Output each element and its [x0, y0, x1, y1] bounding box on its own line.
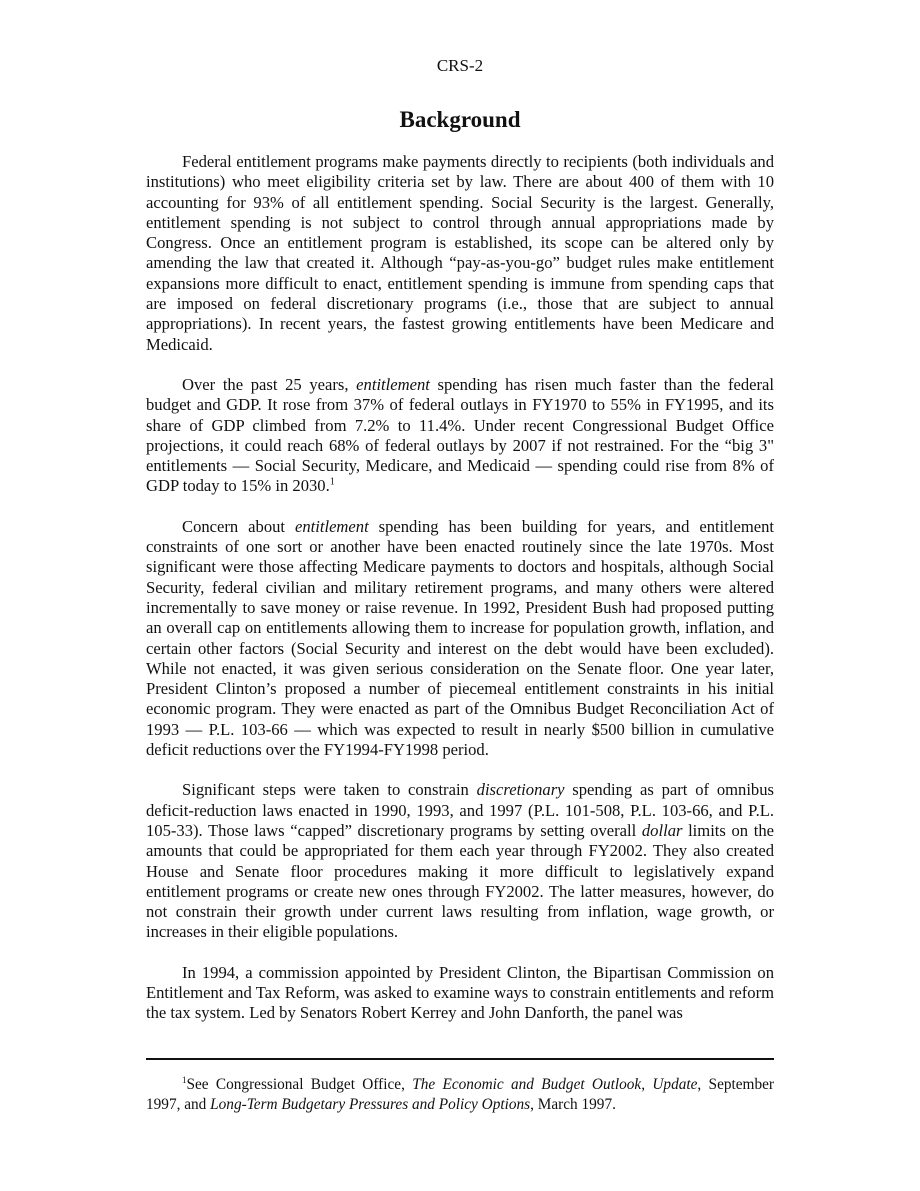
footnote-marker: 1	[182, 1074, 187, 1085]
paragraph-text: spending has been building for years, and entitlement constraints of one sort or another have been enacted routinely since the late 1970s. Most significant were those affecting Medicare payments to doctors and hospitals, although Social Security, federal civilian and military retirement programs, and many others were altered incrementally to save money or raise revenue. In 1992, President Bush had proposed putting an overall cap on entitlements allowing them to increase for population growth, inflation, and certain other factors (Social Security and interest on the debt would have been excluded). While not enacted, it was given serious consideration on the Senate floor. One year later, President Clinton’s proposed a number of piecemeal entitlement constraints in his initial economic program. They were enacted as part of the Omnibus Budget Reconciliation Act of 1993 — P.L. 103-66 — which was expected to result in nearly $500 billion in cumulative deficit reductions over the FY1994-FY1998 period.	[146, 516, 774, 760]
footnote-divider	[146, 1058, 774, 1060]
emphasis: entitlement	[294, 516, 369, 536]
footnote-text: , March 1997.	[530, 1096, 616, 1113]
section-title: Background	[399, 107, 521, 132]
paragraph-text: Significant steps were taken to constrain	[182, 780, 477, 800]
paragraph-text: limits on the amounts that could be appropriated for them each year through FY2002. They also created House and Senate floor procedures making it more difficult to legislatively expand entitlement programs or create new ones through FY2002. The latter measures, however, do not constrain their growth under current laws resulting from inflation, wage growth, or increases in their eligible populations.	[146, 820, 774, 942]
paragraph-text: spending as part of omnibus deficit-reduction laws enacted in 1990, 1993, and 1997 (P.L. 101-508, P.L. 103-66, and P.L. 105-33). Those laws “capped” discretionary programs by setting overall	[146, 780, 774, 840]
paragraph-text: spending has risen much faster than the federal budget and GDP. It rose from 37% of federal outlays in FY1970 to 55% in FY1995, and its share of GDP climbed from 7.2% to 11.4%. Under recent Congressional Budget Office projections, it could reach 68% of federal outlays by 2007 if not restrained. For the “big 3" entitlements — Social Security, Medicare, and Medicaid — spending could rise from 8% of GDP today to 15% in 2030.	[146, 374, 774, 496]
body-text	[146, 152, 774, 1024]
paragraph-text: In 1994, a commission appointed by President Clinton, the Bipartisan Commission on Entitlement and Tax Reform, was asked to examine ways to constrain entitlements and reform the tax system. Led by Senators Robert Kerrey and John Danforth, the panel was	[146, 962, 774, 1023]
footnote-citation-title: Long-Term Budgetary Pressures and Policy Options	[210, 1096, 531, 1113]
footnote	[146, 1075, 774, 1115]
footnote-reference[interactable]: 1	[329, 476, 335, 488]
paragraph-2	[146, 375, 774, 497]
footnote-text: , September 1997, and	[146, 1076, 774, 1113]
page-header: CRS-2	[436, 56, 484, 75]
paragraph-text: Concern about	[182, 516, 295, 536]
footnote-text: See Congressional Budget Office,	[186, 1076, 413, 1093]
paragraph-1	[146, 152, 774, 355]
paragraph-text: Over the past 25 years,	[182, 374, 357, 394]
emphasis: entitlement	[356, 374, 430, 394]
paragraph-4	[146, 780, 774, 942]
paragraph-text: Federal entitlement programs make payments directly to recipients (both individuals and institutions) who meet eligibility criteria set by law. There are about 400 of them with 10 accounting for 93% of all entitlement spending. Social Security is the largest. Generally, entitlement spending is not subject to control through annual appropriations made by Congress. Once an entitlement program is established, its scope can be altered only by amending the law that created it. Although “pay-as-you-go” budget rules make entitlement expansions more difficult to enact, entitlement spending is immune from spending caps that are imposed on federal discretionary programs (i.e., those that are subject to annual appropriations). In recent years, the fastest growing entitlements have been Medicare and Medicaid.	[146, 152, 774, 354]
emphasis: discretionary	[476, 780, 565, 800]
paragraph-3	[146, 517, 774, 761]
paragraph-5	[146, 963, 774, 1024]
footnote-citation-title: The Economic and Budget Outlook, Update	[412, 1076, 698, 1093]
emphasis: dollar	[641, 820, 683, 840]
